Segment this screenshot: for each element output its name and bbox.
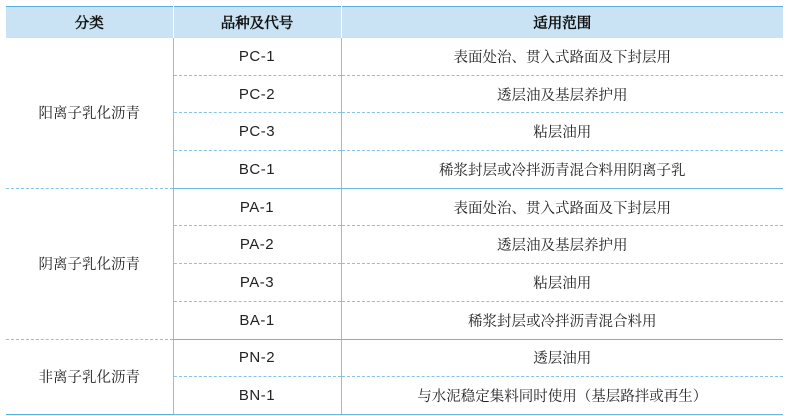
- application-scope: 透层油及基层养护用: [341, 75, 783, 113]
- table-row: [6, 188, 783, 226]
- header-category: 分类: [6, 7, 173, 39]
- application-scope: 透层油用: [341, 339, 783, 377]
- application-scope: 表面处治、贯入式路面及下封层用: [341, 38, 783, 75]
- table-row: [6, 38, 783, 75]
- application-scope: 透层油及基层养护用: [341, 226, 783, 264]
- application-scope: 粘层油用: [341, 264, 783, 302]
- type-code: PN-2: [173, 339, 341, 377]
- type-code: PC-2: [173, 75, 341, 113]
- type-code: PA-1: [173, 188, 341, 226]
- application-scope: 稀浆封层或冷拌沥青混合料用: [341, 301, 783, 339]
- type-code: BA-1: [173, 301, 341, 339]
- application-scope: 与水泥稳定集料同时使用（基层路拌或再生）: [341, 377, 783, 415]
- application-scope: 粘层油用: [341, 113, 783, 151]
- header-type-code: 品种及代号: [173, 7, 341, 39]
- category-nonionic: 非离子乳化沥青: [6, 339, 173, 414]
- category-anionic: 阴离子乳化沥青: [6, 188, 173, 339]
- type-code: BC-1: [173, 151, 341, 189]
- header-scope: 适用范围: [341, 7, 783, 39]
- type-code: PA-3: [173, 264, 341, 302]
- type-code: PC-3: [173, 113, 341, 151]
- application-scope: 稀浆封层或冷拌沥青混合料用阴离子乳: [341, 151, 783, 189]
- type-code: BN-1: [173, 377, 341, 415]
- category-cationic: 阳离子乳化沥青: [6, 38, 173, 188]
- type-code: PC-1: [173, 38, 341, 75]
- header-row: [6, 7, 783, 39]
- type-code: PA-2: [173, 226, 341, 264]
- application-scope: 表面处治、贯入式路面及下封层用: [341, 188, 783, 226]
- table-row: [6, 339, 783, 377]
- emulsified-asphalt-table: [6, 6, 783, 415]
